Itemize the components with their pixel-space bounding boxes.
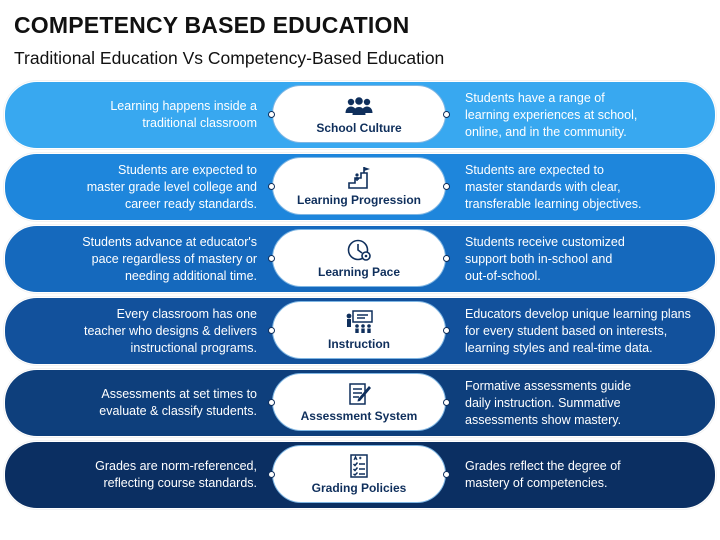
traditional-text: Grades are norm-referenced, reflecting course standards.	[95, 459, 257, 490]
category-pill	[272, 445, 446, 503]
comparison-row-learning-progression	[4, 153, 716, 221]
competency-text: Formative assessments guide daily instruction. Summative assessments show mastery.	[465, 378, 632, 427]
category-label: Assessment System	[300, 408, 418, 423]
traditional-text: Students are expected to master grade level college and career ready standards.	[86, 162, 257, 211]
connector-dot-left	[268, 327, 275, 334]
category-label: Learning Progression	[296, 192, 422, 207]
comparison-row-grading-policies	[4, 441, 716, 509]
connector-dot-right	[443, 399, 450, 406]
competency-text: Students are expected to master standards with clear, transferable learning objectives.	[465, 162, 642, 211]
traditional-text: Students advance at educator's pace regardless of mastery or needing additional time.	[82, 234, 257, 283]
competency-text: Students have a range of learning experiences at school, online, and in the community.	[465, 90, 638, 139]
connector-dot-right	[443, 255, 450, 262]
comparison-row-learning-pace	[4, 225, 716, 293]
competency-text: Educators develop unique learning plans for every student based on interests, learning styles and real-time data.	[465, 306, 691, 355]
category-pill	[272, 229, 446, 287]
competency-text: Grades reflect the degree of mastery of competencies.	[465, 459, 621, 490]
comparison-row-instruction	[4, 297, 716, 365]
connector-dot-left	[268, 111, 275, 118]
category-label: School Culture	[316, 120, 402, 135]
connector-dot-right	[443, 327, 450, 334]
teacher-board-icon	[344, 310, 374, 334]
category-label: Instruction	[328, 336, 390, 351]
stairs-flag-icon	[344, 166, 374, 190]
comparison-row-school-culture	[4, 81, 716, 149]
page-subtitle: Traditional Education Vs Competency-Based Education	[14, 48, 445, 68]
traditional-text: Learning happens inside a traditional classroom	[110, 99, 257, 130]
category-pill	[272, 301, 446, 359]
traditional-text: Every classroom has one teacher who designs & delivers instructional programs.	[83, 306, 257, 355]
competency-text: Students receive customized support both in-school and out-of-school.	[465, 234, 625, 283]
comparison-row-assessment-system	[4, 369, 716, 437]
clock-gear-icon	[344, 238, 374, 262]
document-pen-icon	[344, 382, 374, 406]
people-group-icon	[344, 94, 374, 118]
page-title: COMPETENCY BASED EDUCATION	[14, 12, 410, 38]
category-pill	[272, 373, 446, 431]
traditional-text: Assessments at set times to evaluate & classify students.	[99, 387, 257, 418]
connector-dot-left	[268, 471, 275, 478]
category-pill	[272, 85, 446, 143]
connector-dot-right	[443, 471, 450, 478]
connector-dot-right	[443, 111, 450, 118]
graded-checklist-icon	[344, 454, 374, 478]
connector-dot-right	[443, 183, 450, 190]
category-label: Grading Policies	[311, 480, 407, 495]
connector-dot-left	[268, 399, 275, 406]
connector-dot-left	[268, 255, 275, 262]
category-pill	[272, 157, 446, 215]
connector-dot-left	[268, 183, 275, 190]
category-label: Learning Pace	[317, 264, 401, 279]
